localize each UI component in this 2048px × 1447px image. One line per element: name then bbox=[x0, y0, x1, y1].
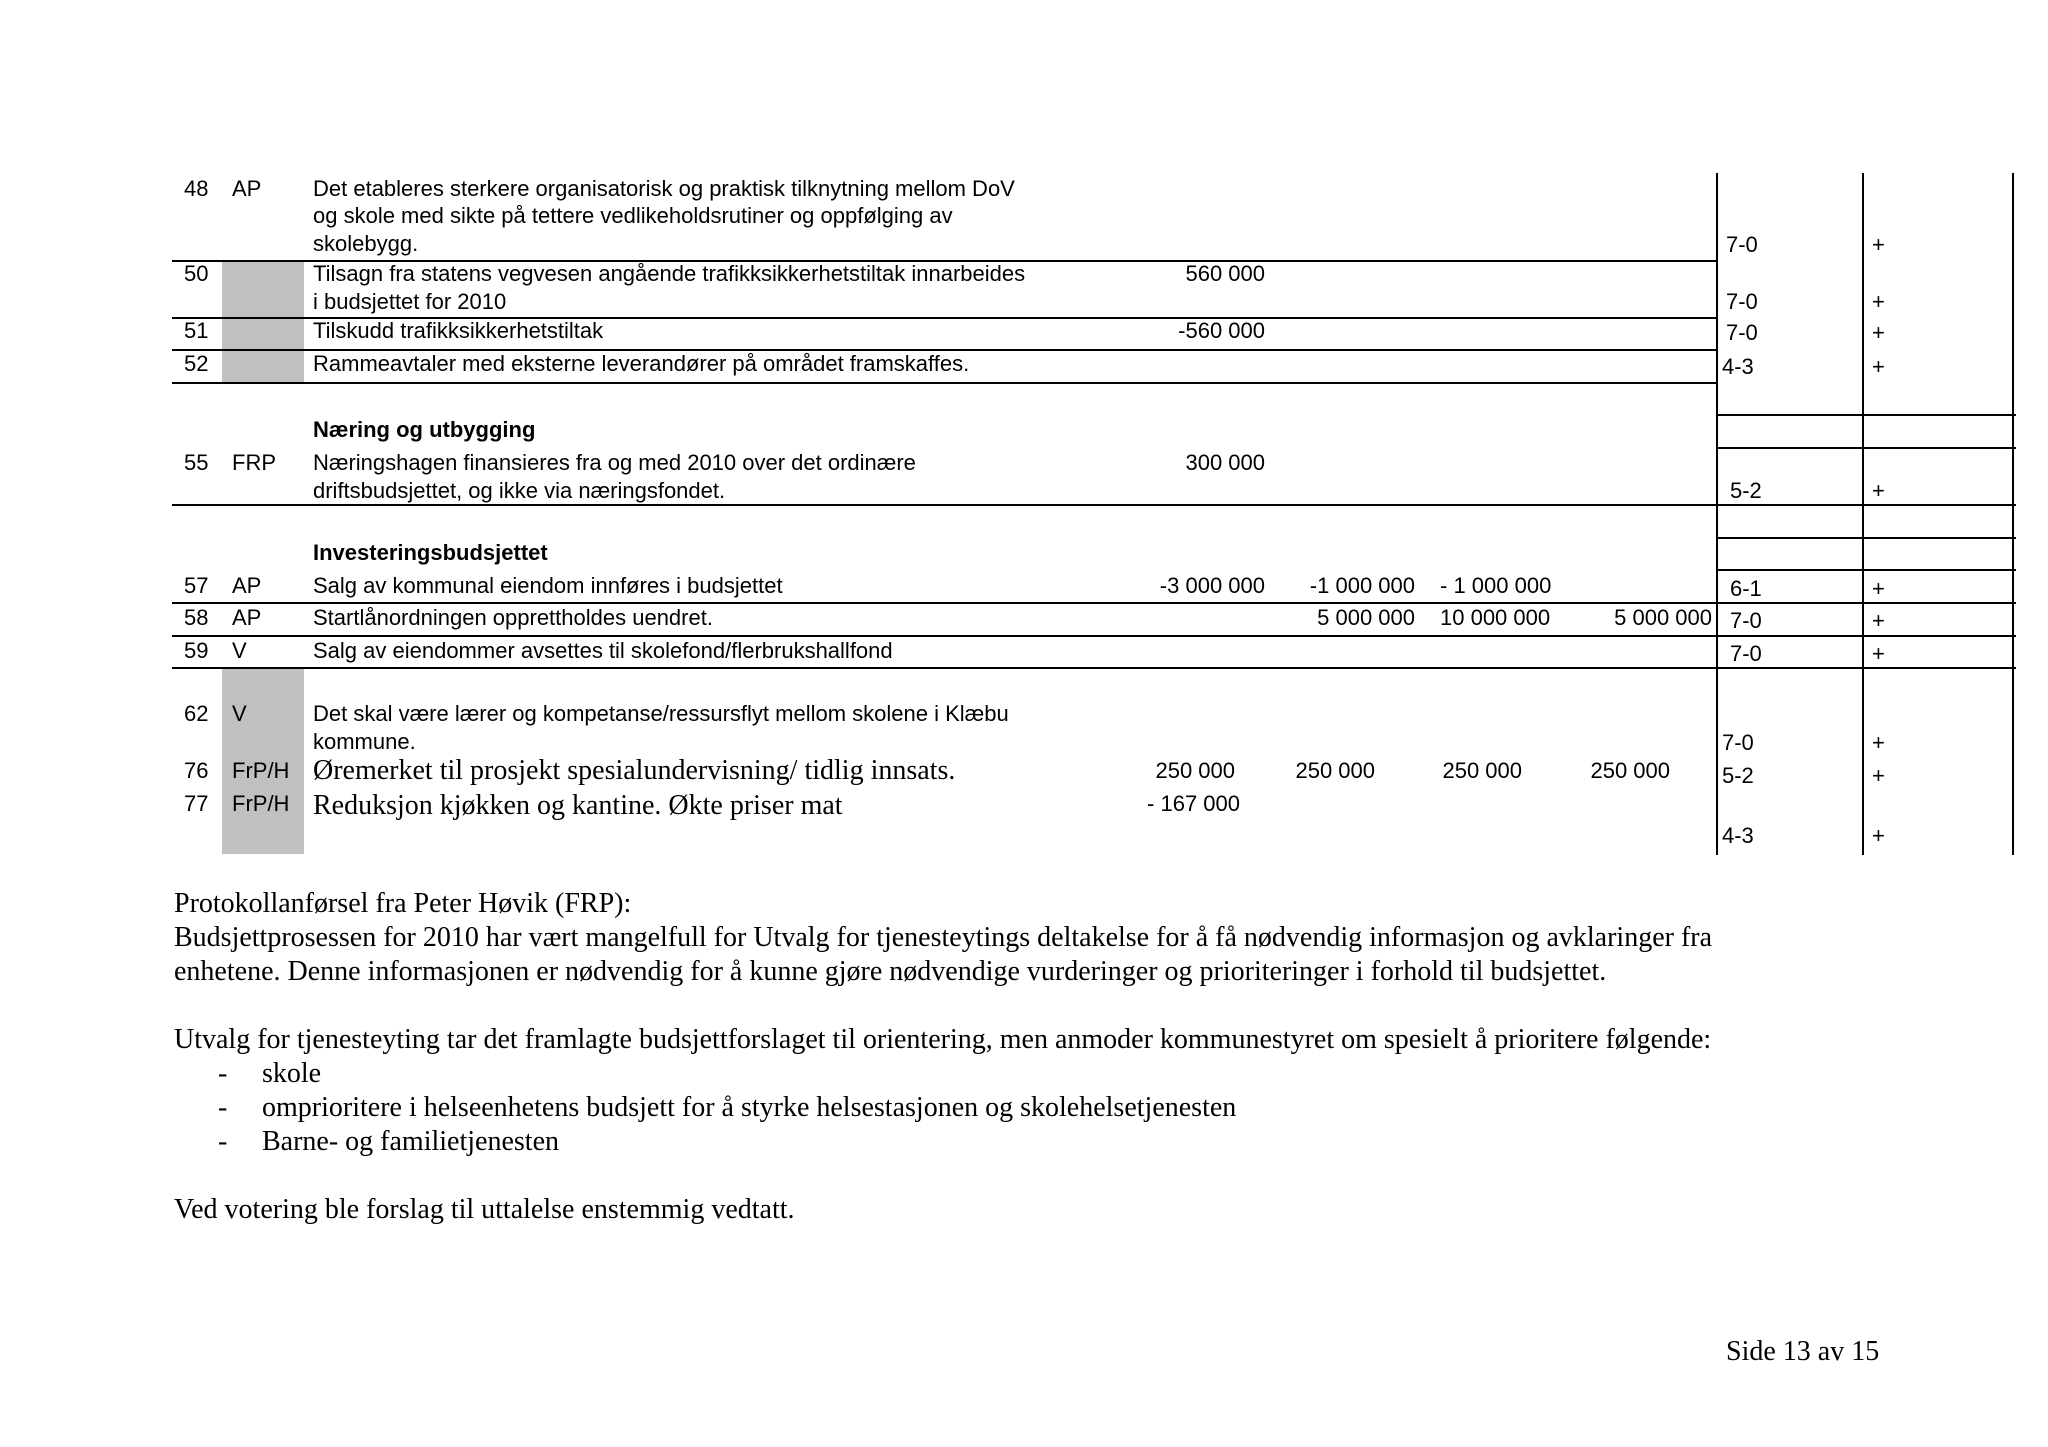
row-57-result: + bbox=[1872, 576, 1885, 601]
row-50-vote: 7-0 bbox=[1726, 289, 1758, 314]
row-58-amount-2: 5 000 000 bbox=[1317, 605, 1415, 630]
rule bbox=[172, 504, 1716, 506]
row-51-text: Tilskudd trafikksikkerhetstiltak bbox=[313, 318, 604, 343]
row-59-party: V bbox=[232, 638, 247, 663]
row-59-no: 59 bbox=[184, 638, 209, 663]
row-58-text: Startlånordningen opprettholdes uendret. bbox=[313, 605, 713, 630]
row-48-text: og skole med sikte på tettere vedlikeholdsrutiner og oppfølging av bbox=[313, 203, 953, 228]
row-76-amount-3: 250 000 bbox=[1442, 758, 1522, 783]
page-number: Side 13 av 15 bbox=[1726, 1336, 1880, 1367]
row-57-vote: 6-1 bbox=[1730, 576, 1762, 601]
rule bbox=[1718, 537, 2016, 539]
row-50-text: i budsjettet for 2010 bbox=[313, 289, 507, 314]
row-52-no: 52 bbox=[184, 351, 209, 376]
row-59-text: Salg av eiendommer avsettes til skolefond/flerbrukshallfond bbox=[313, 638, 893, 663]
row-77-amount-1: - 167 000 bbox=[1147, 791, 1240, 816]
row-48-party: AP bbox=[232, 176, 262, 201]
row-48-vote: 7-0 bbox=[1726, 232, 1758, 257]
row-76-amount-1: 250 000 bbox=[1155, 758, 1235, 783]
party-shade-50-52 bbox=[222, 262, 304, 383]
row-62-text: Det skal være lærer og kompetanse/ressursflyt mellom skolene i Klæbu bbox=[313, 701, 1009, 726]
bullet-mark: - bbox=[218, 1058, 228, 1089]
row-52-result: + bbox=[1872, 354, 1885, 379]
rule bbox=[172, 667, 2016, 669]
row-76-vote: 5-2 bbox=[1722, 763, 1754, 788]
row-55-text: driftsbudsjettet, og ikke via næringsfondet. bbox=[313, 478, 726, 503]
row-58-no: 58 bbox=[184, 605, 209, 630]
row-77-result: + bbox=[1872, 823, 1885, 848]
row-51-no: 51 bbox=[184, 318, 209, 343]
row-57-amount-1: -3 000 000 bbox=[1159, 573, 1265, 598]
row-50-no: 50 bbox=[184, 261, 209, 286]
row-57-no: 57 bbox=[184, 573, 209, 598]
row-55-party: FRP bbox=[232, 450, 276, 475]
row-76-no: 76 bbox=[184, 758, 209, 783]
row-51-amount: -560 000 bbox=[1178, 318, 1265, 343]
row-55-vote: 5-2 bbox=[1730, 478, 1762, 503]
statement-intro: Utvalg for tjenesteyting tar det framlagte budsjettforslaget til orientering, men anmoder kommunestyret om spesielt å prioritere følgende: bbox=[174, 1024, 1712, 1055]
rule bbox=[1718, 569, 2016, 571]
bullet-item: Barne- og familietjenesten bbox=[262, 1126, 559, 1157]
row-62-party: V bbox=[232, 701, 247, 726]
row-58-amount-4: 5 000 000 bbox=[1614, 605, 1712, 630]
row-76-text: Øremerket til prosjekt spesialundervisning/ tidlig innsats. bbox=[313, 755, 956, 786]
row-58-amount-3: 10 000 000 bbox=[1440, 605, 1551, 630]
row-57-text: Salg av kommunal eiendom innføres i budsjettet bbox=[313, 573, 783, 598]
row-55-text: Næringshagen finansieres fra og med 2010 over det ordinære bbox=[313, 450, 916, 475]
row-59-result: + bbox=[1872, 641, 1885, 666]
row-52-vote: 4-3 bbox=[1722, 354, 1754, 379]
section-heading-naering: Næring og utbygging bbox=[313, 417, 536, 442]
row-76-party: FrP/H bbox=[232, 758, 290, 783]
row-77-vote: 4-3 bbox=[1722, 823, 1754, 848]
row-58-result: + bbox=[1872, 608, 1885, 633]
row-77-text: Reduksjon kjøkken og kantine. Økte priser mat bbox=[313, 790, 843, 821]
row-48-text: Det etableres sterkere organisatorisk og praktisk tilknytning mellom DoV bbox=[313, 176, 1015, 201]
row-55-amount: 300 000 bbox=[1185, 450, 1265, 475]
row-55-no: 55 bbox=[184, 450, 209, 475]
vote-result: Ved votering ble forslag til uttalelse enstemmig vedtatt. bbox=[174, 1194, 795, 1225]
row-48-no: 48 bbox=[184, 176, 209, 201]
row-55-result: + bbox=[1872, 478, 1885, 503]
row-51-result: + bbox=[1872, 320, 1885, 345]
bullet-mark: - bbox=[218, 1126, 228, 1157]
row-76-amount-4: 250 000 bbox=[1590, 758, 1670, 783]
row-77-no: 77 bbox=[184, 791, 209, 816]
rule bbox=[1718, 602, 2016, 604]
row-62-text: kommune. bbox=[313, 729, 416, 754]
row-58-vote: 7-0 bbox=[1730, 608, 1762, 633]
row-62-result: + bbox=[1872, 730, 1885, 755]
protocol-text: Budsjettprosessen for 2010 har vært mangelfull for Utvalg for tjenesteytings deltakelse for å få nødvendig informasjon og avklaringer fra bbox=[174, 922, 1713, 953]
protocol-text: enhetene. Denne informasjonen er nødvendig for å kunne gjøre nødvendige vurderinger og prioriteringer i forhold til budsjettet. bbox=[174, 956, 1607, 987]
row-62-vote: 7-0 bbox=[1722, 730, 1754, 755]
row-48-text: skolebygg. bbox=[313, 231, 419, 256]
section-heading-invest: Investeringsbudsjettet bbox=[313, 540, 548, 565]
row-57-party: AP bbox=[232, 573, 262, 598]
rule bbox=[1718, 504, 2016, 506]
protocol-heading: Protokollanførsel fra Peter Høvik (FRP): bbox=[174, 888, 632, 919]
row-52-text: Rammeavtaler med eksterne leverandører på området framskaffes. bbox=[313, 351, 970, 376]
row-76-result: + bbox=[1872, 763, 1885, 788]
row-62-no: 62 bbox=[184, 701, 209, 726]
row-50-text: Tilsagn fra statens vegvesen angående trafikksikkerhetstiltak innarbeides bbox=[313, 261, 1026, 286]
table-right-border bbox=[2012, 173, 2014, 855]
row-77-party: FrP/H bbox=[232, 791, 290, 816]
row-48-result: + bbox=[1872, 232, 1885, 257]
row-59-vote: 7-0 bbox=[1730, 641, 1762, 666]
result-column-border bbox=[1862, 173, 1864, 855]
row-51-vote: 7-0 bbox=[1726, 320, 1758, 345]
rule bbox=[1718, 447, 2016, 449]
row-50-result: + bbox=[1872, 289, 1885, 314]
row-57-amount-3: - 1 000 000 bbox=[1440, 573, 1552, 598]
vote-column-border bbox=[1716, 173, 1718, 855]
rule bbox=[172, 382, 1716, 384]
bullet-item: skole bbox=[262, 1058, 322, 1089]
row-57-amount-2: -1 000 000 bbox=[1309, 573, 1415, 598]
bullet-mark: - bbox=[218, 1092, 228, 1123]
row-76-amount-2: 250 000 bbox=[1295, 758, 1375, 783]
rule bbox=[1718, 414, 2016, 416]
bullet-item: omprioritere i helseenhetens budsjett for å styrke helsestasjonen og skolehelsetjenesten bbox=[262, 1092, 1237, 1123]
row-58-party: AP bbox=[232, 605, 262, 630]
row-50-amount: 560 000 bbox=[1185, 261, 1265, 286]
